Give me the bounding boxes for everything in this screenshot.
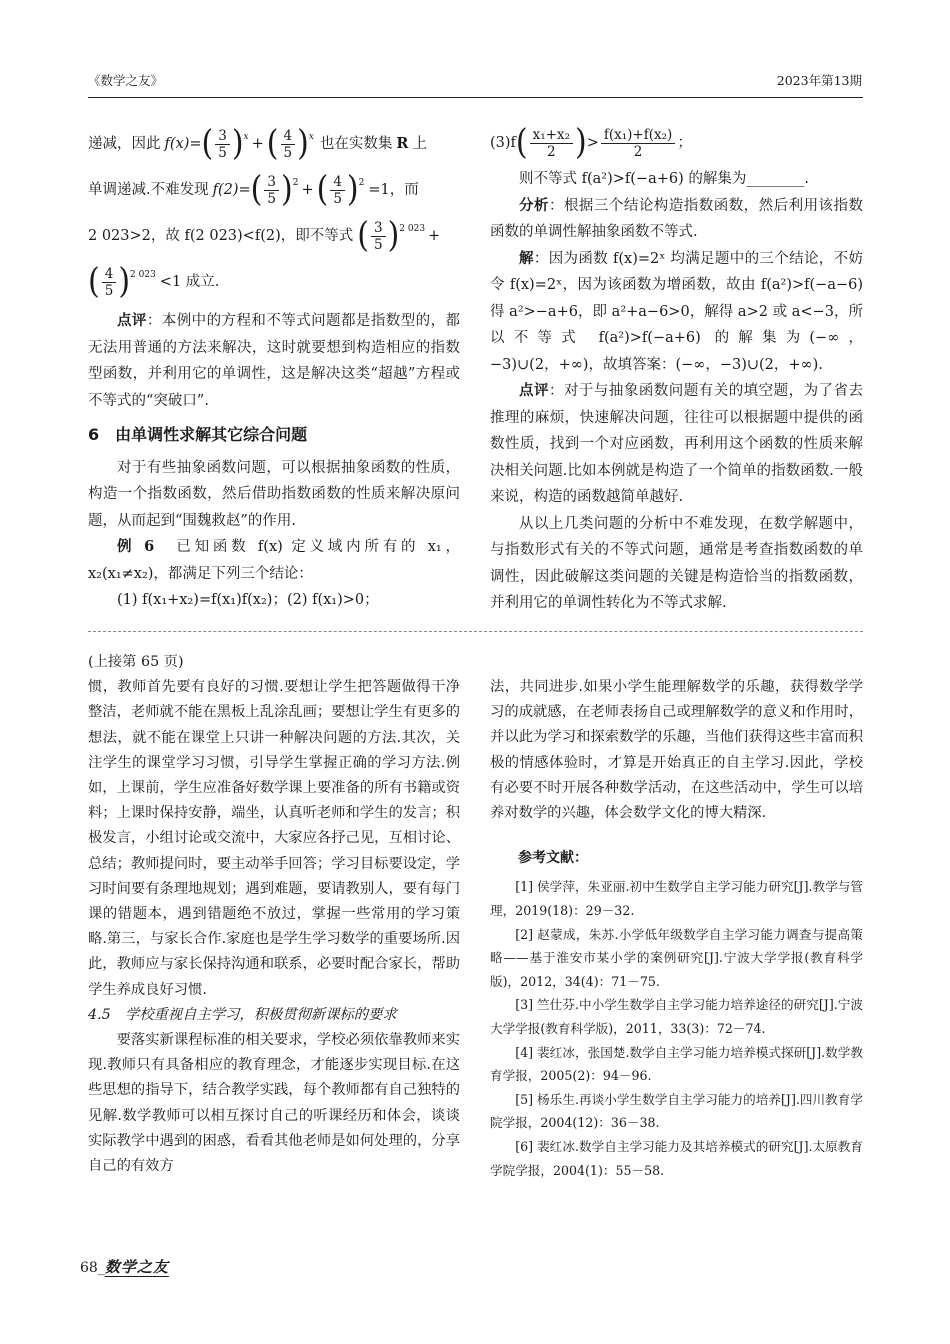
paren-close: ) bbox=[346, 169, 359, 210]
analysis-paragraph bbox=[490, 193, 863, 246]
solution-label: 解 bbox=[519, 249, 534, 267]
exponent: 2 023 bbox=[399, 224, 426, 234]
eq2-fx: f(2)= bbox=[212, 181, 251, 198]
body-paragraph: 要落实新课程标准的相关要求，学校必须依靠教师来实现.教师只有具备相应的教育理念，才能逐步实现目标.在这些思想的指导下，结合教学实践，每个教师都有自己独特的见解.数学教师可以相互探讨自己的听课经历和体会，谈谈实际教学中遇到的困惑，看看其他老师是如何处理的，分享自己的有效方 bbox=[88, 1032, 460, 1175]
frac-den: 2 bbox=[633, 143, 643, 160]
fraction bbox=[371, 220, 386, 253]
issue-label: 2023年第13期 bbox=[776, 73, 862, 88]
eq3-prefix: 2 023>2，故 f(2 023)<f(2)，即不等式 bbox=[88, 227, 354, 244]
fraction bbox=[281, 128, 296, 161]
comment-paragraph bbox=[490, 378, 863, 511]
section-heading: 6 由单调性求解其它综合问题 bbox=[88, 425, 308, 444]
reference-item: [2] 赵蒙成，朱苏.小学低年级数学自主学习能力调查与提高策略——基于淮安市某小学的案例研究[J].宁波大学学报(教育科学版)，2012，34(4)：71－75. bbox=[490, 926, 863, 989]
real-set-symbol: R bbox=[396, 134, 409, 152]
eq2-prefix: 单调递减.不难发现 bbox=[88, 181, 209, 198]
frac-den: 5 bbox=[283, 144, 293, 161]
journal-title: 《数学之友》 bbox=[88, 73, 164, 88]
equation-line-3 bbox=[88, 216, 460, 256]
equation-line-4 bbox=[88, 262, 460, 302]
frac-den: 5 bbox=[267, 190, 276, 207]
frac-num: 3 bbox=[264, 174, 279, 191]
page-number: 68 bbox=[80, 1260, 98, 1276]
exponent: 2 bbox=[358, 178, 365, 188]
exponent: x bbox=[308, 132, 314, 142]
footer-brand: 数学之友 bbox=[104, 1258, 169, 1276]
exponent: x bbox=[243, 132, 249, 142]
frac-den: 5 bbox=[218, 144, 227, 161]
condition-3-line bbox=[490, 120, 863, 166]
left-top-column bbox=[88, 124, 460, 614]
eq1-fx: f(x)= bbox=[164, 135, 202, 152]
paren-open: ( bbox=[515, 122, 528, 163]
frac-num: 3 bbox=[371, 220, 386, 237]
frac-den: 5 bbox=[373, 236, 383, 253]
paren-close: ) bbox=[231, 123, 244, 164]
summary-paragraph: 从以上几类问题的分析中不难发现，在数学解题中，与指数形式有关的不等式问题，通常是考查指数函数的单调性，因此破解这类问题的关键是构造恰当的指数函数，并利用它的单调性转化为不等式求解. bbox=[490, 515, 863, 611]
exponent: 2 023 bbox=[130, 270, 156, 280]
plus-sign: + bbox=[301, 181, 314, 198]
fraction bbox=[330, 174, 345, 207]
reference-item: [5] 杨乐生.再谈小学生数学自主学习能力的培养[J].四川教育学院学报，2004(12)：36－38. bbox=[490, 1091, 863, 1131]
header-rule bbox=[88, 97, 863, 98]
example-paragraph bbox=[88, 534, 460, 587]
reference-item: [3] 竺仕芬.中小学生数学自主学习能力培养途径的研究[J].宁波大学学报(教育科学版)，2011，33(3)：72－74. bbox=[490, 997, 863, 1036]
right-top-column bbox=[490, 120, 863, 617]
fraction bbox=[102, 266, 117, 299]
left-bottom-column bbox=[88, 650, 460, 1179]
example-text: 已知函数 f(x) 定义域内所有的 x₁，x₂(x₁≠x₂)，都满足下列三个结论： bbox=[88, 539, 460, 582]
paren-close: ) bbox=[280, 169, 293, 210]
frac-den: 2 bbox=[547, 143, 556, 160]
reference-item: [6] 裴红冰.数学自主学习能力及其培养模式的研究[J].太原教育学院学报，2004(1)：55－58. bbox=[490, 1138, 863, 1178]
solution-paragraph bbox=[490, 246, 863, 379]
comment-text: ：本例中的方程和不等式问题都是指数型的，都无法用普通的方法来解决，这时就要想到构造相应的指数型函数，并利用它的单调性，这是解决这类“超越”方程或不等式的“突破口”. bbox=[88, 313, 461, 409]
frac-num: 4 bbox=[330, 174, 345, 191]
greater-than: > bbox=[586, 134, 599, 151]
comment-paragraph bbox=[88, 308, 460, 414]
continued-note: (上接第 65 页) bbox=[88, 654, 184, 670]
references-title: 参考文献： bbox=[518, 850, 588, 867]
fraction bbox=[215, 128, 230, 161]
frac-num: 4 bbox=[281, 128, 296, 145]
cond3-prefix: (3)f bbox=[490, 134, 516, 151]
reference-item: [1] 侯学萍，朱亚丽.初中生数学自主学习能力研究[J].教学与管理，2019(18)：29－32. bbox=[490, 879, 863, 919]
conditions-line: (1) f(x₁+x₂)=f(x₁)f(x₂)；(2) f(x₁)>0； bbox=[117, 592, 379, 608]
fraction bbox=[601, 127, 675, 160]
cond3-end: ； bbox=[677, 134, 692, 151]
right-bottom-column bbox=[490, 675, 863, 1182]
plus-sign: + bbox=[428, 227, 441, 244]
frac-den: 5 bbox=[333, 190, 342, 207]
paren-close: ) bbox=[297, 123, 309, 164]
paren-open: ( bbox=[266, 123, 279, 164]
paren-close: ) bbox=[118, 261, 131, 302]
subsection-heading: 4.5 学校重视自主学习，积极贯彻新课标的要求 bbox=[88, 1006, 397, 1023]
paren-open: ( bbox=[201, 123, 214, 164]
paren-open: ( bbox=[316, 169, 329, 210]
eq1-prefix: 递减，因此 bbox=[88, 135, 161, 152]
analysis-label: 分析 bbox=[519, 196, 549, 214]
frac-num: 3 bbox=[215, 128, 230, 145]
analysis-text: ：根据三个结论构造指数函数，然后利用该指数函数的单调性解抽象函数不等式. bbox=[490, 197, 864, 240]
paren-close: ) bbox=[387, 215, 400, 256]
frac-num: f(x₁)+f(x₂) bbox=[601, 127, 675, 144]
solution-text: ：因为函数 f(x)=2ˣ 均满足题中的三个结论，不妨令 f(x)=2ˣ，因为该函数为增函数，故由 f(a²)>f(−a−6) 得 a²>−a+6，即 a²+a−6>0，解得 a>2 或 a<−3，所以不等式 f(a²)>f(−a+6) 的解集为(−∞，−3)∪(2，+∞)，故填答案：(−∞，−3)∪(2，+∞). bbox=[490, 250, 864, 373]
footer-sep: _ bbox=[97, 1260, 105, 1276]
fraction bbox=[530, 127, 573, 160]
example-label: 例 6 bbox=[117, 538, 155, 555]
eq1-suffix: 也在实数集 bbox=[319, 135, 393, 152]
equation-line-2 bbox=[88, 170, 460, 210]
frac-num: 4 bbox=[102, 266, 117, 283]
comment-label: 点评 bbox=[117, 312, 147, 329]
eq4-suffix: <1 成立. bbox=[159, 273, 220, 290]
exponent: 2 bbox=[292, 178, 299, 188]
paren-open: ( bbox=[88, 261, 100, 302]
page-footer bbox=[80, 1256, 169, 1277]
body-paragraph: 法，共同进步.如果小学生能理解数学的乐趣，获得数学学习的成就感，在老师表扬自己或理解数学的意义和作用时，并以此为学习和探索数学的乐趣，当他们获得这些丰富而积极的情感体验时，才算是开始真正的自主学习.因此，学校有必要不时开展各种数学活动，在这些活动中，学生可以培养对数学的兴趣，体会数学文化的博大精深. bbox=[490, 679, 863, 822]
reference-item: [4] 裴红冰，张国楚.数学自主学习能力培养模式探研[J].数学教育学报，2005(2)：94－96. bbox=[490, 1044, 863, 1084]
comment-label: 点评 bbox=[519, 382, 549, 399]
frac-den: 5 bbox=[104, 282, 114, 299]
equation-line-1 bbox=[88, 124, 460, 164]
paren-open: ( bbox=[250, 169, 263, 210]
section-divider bbox=[88, 631, 863, 632]
frac-num: x₁+x₂ bbox=[530, 127, 573, 144]
plus-sign: + bbox=[251, 135, 264, 152]
comment-text: ：对于与抽象函数问题有关的填空题，为了省去推理的麻烦，快速解决问题，往往可以根据题中提供的函数性质，找到一个对应函数，再利用这个函数的性质来解决相关问题.比如本例就是构造了一个简单的指数函数.一般来说，构造的函数越简单越好. bbox=[490, 383, 864, 505]
eq2-suffix: =1，而 bbox=[368, 181, 419, 198]
section-paragraph: 对于有些抽象函数问题，可以根据抽象函数的性质，构造一个指数函数，然后借助指数函数的性质来解决原问题，从而起到“围魏救赵”的作用. bbox=[88, 459, 460, 529]
eq1-suffix2: 上 bbox=[412, 135, 427, 152]
fraction bbox=[264, 174, 279, 207]
paren-open: ( bbox=[357, 215, 369, 256]
body-paragraph: 惯，教师首先要有良好的习惯.要想让学生把答题做得干净整洁，老师就不能在黑板上乱涂乱画；要想让学生有更多的想法，就不能在课堂上只讲一种解决问题的方法.其次，关注学生的课堂学习习惯，引导学生掌握正确的学习方法.例如，上课前，学生应准备好数学课上要准备的所有书籍或资料；上课时保持安静，端坐，认真听老师和学生的发言；积极发言，小组讨论或交流中，大家应各抒己见，互相讨论、总结；教师提问时，要主动举手回答；学习目标要设定，学习时间要有条理地规划；遇到难题，要请教别人，要有每门课的错题本，遇到错题绝不放过，掌握一些常用的学习策略.第三，与家长合作.家庭也是学生学习数学的重要场所.因此，教师应与家长保持沟通和联系，必要时配合家长，帮助学生养成良好习惯. bbox=[88, 679, 460, 998]
question-line: 则不等式 f(a²)>f(−a+6) 的解集为________. bbox=[519, 171, 809, 187]
paren-close: ) bbox=[575, 122, 587, 163]
